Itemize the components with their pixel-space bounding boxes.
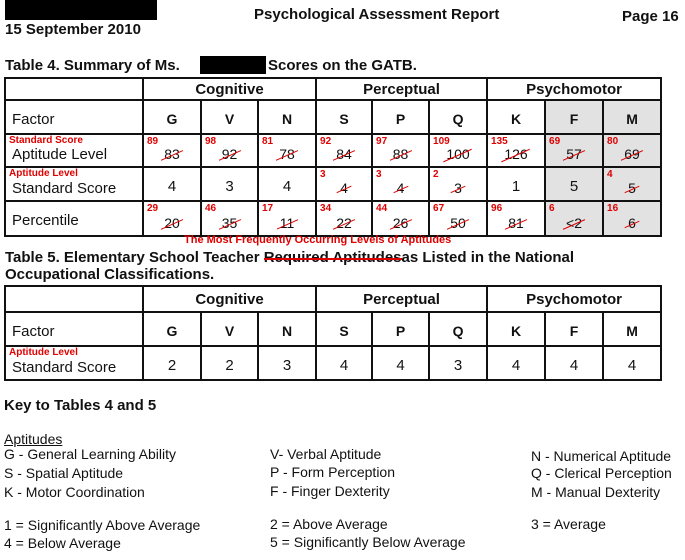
score-cell [545, 201, 603, 236]
table5-title [5, 249, 574, 266]
scale-item-3: 3 = Average [531, 516, 606, 532]
report-title: Psychological Assessment Report [254, 6, 500, 23]
struck-value: 100 [446, 146, 470, 162]
score-cell [545, 134, 603, 167]
key-item-n: N - Numerical Aptitude [531, 448, 672, 464]
score-cell [487, 167, 545, 201]
table4-title-left: Table 4. Summary of Ms. [5, 57, 180, 74]
table5-row-standard-score [5, 346, 661, 380]
table5-title-line2: Occupational Classifications. [5, 266, 215, 283]
redaction-block [5, 0, 157, 20]
table5-title-part2: as Listed in the National [401, 249, 575, 266]
struck-value: <2 [566, 215, 583, 231]
table4-group-perceptual: Perceptual [316, 78, 487, 100]
red-row-annotation: Aptitude Level [9, 347, 78, 358]
table4-title-right: Scores on the GATB. [268, 57, 417, 74]
score-cell [316, 201, 372, 236]
score-value: 3 [282, 357, 292, 374]
correction-value: 16 [607, 203, 619, 214]
struck-value: 6 [628, 215, 636, 231]
struck-value: 88 [392, 146, 409, 162]
score-cell [201, 134, 258, 167]
correction-value: 97 [376, 136, 388, 147]
key-item-s: S - Spatial Aptitude [4, 465, 124, 481]
struck-value: 69 [624, 146, 640, 162]
correction-value: 81 [262, 136, 274, 147]
score-cell [372, 346, 429, 380]
row-label: Percentile [12, 212, 79, 229]
score-cell [316, 346, 372, 380]
score-cell [143, 346, 201, 380]
struck-value: 50 [450, 215, 466, 231]
table4-col-g: G [143, 100, 201, 134]
score-cell [603, 134, 661, 167]
score-cell [372, 167, 429, 201]
table5-col-g: G [143, 312, 201, 346]
correction-value: 98 [205, 136, 217, 147]
struck-value: 4 [340, 180, 348, 196]
score-value: 3 [225, 178, 234, 195]
table4-col-k: K [487, 100, 545, 134]
score-value: 3 [453, 357, 463, 374]
correction-value: 135 [491, 136, 508, 147]
table5-title-part1: Table 5. Elementary School Teacher [5, 249, 264, 266]
row-label: Aptitude Level [12, 146, 108, 163]
score-value: 4 [167, 178, 177, 195]
struck-value: 57 [566, 146, 582, 162]
correction-value: 44 [376, 203, 388, 214]
struck-value: 81 [508, 215, 524, 231]
correction-value: 2 [433, 169, 439, 180]
key-item-g: G - General Learning Ability [4, 446, 176, 462]
struck-value: 11 [279, 215, 295, 231]
correction-value: 4 [607, 169, 613, 180]
score-cell [201, 346, 258, 380]
correction-value: 89 [147, 136, 159, 147]
score-cell [143, 201, 201, 236]
score-cell [201, 201, 258, 236]
table5-group-psychomotor: Psychomotor [487, 286, 661, 312]
struck-value: 4 [396, 180, 405, 196]
aptitudes-heading: Aptitudes [4, 431, 63, 447]
score-cell [545, 346, 603, 380]
score-cell [603, 167, 661, 201]
score-cell [603, 346, 661, 380]
table4-col-f: F [545, 100, 603, 134]
table4-factor-label: Factor [5, 100, 143, 134]
score-cell [487, 201, 545, 236]
score-cell [143, 134, 201, 167]
score-cell [372, 201, 429, 236]
row-label: Standard Score [12, 359, 117, 376]
correction-value: 46 [205, 203, 217, 214]
table5-col-p: P [372, 312, 429, 346]
correction-value: 3 [376, 169, 382, 180]
correction-value: 109 [433, 136, 450, 147]
table4-col-v: V [201, 100, 258, 134]
correction-value: 29 [147, 203, 159, 214]
page-number: Page 16 [622, 8, 679, 25]
struck-value: 5 [628, 180, 636, 196]
correction-value: 6 [549, 203, 555, 214]
correction-value: 80 [607, 136, 619, 147]
score-value: 4 [339, 357, 349, 374]
score-value: 4 [569, 357, 579, 374]
row-label-cell [5, 201, 143, 236]
key-item-k: K - Motor Coordination [4, 484, 145, 500]
table4 [4, 77, 662, 237]
correction-value: 34 [320, 203, 332, 214]
table5 [4, 285, 662, 381]
row-label-cell [5, 167, 143, 201]
correction-value: 92 [320, 136, 332, 147]
table4-col-s: S [316, 100, 372, 134]
score-cell [603, 201, 661, 236]
score-cell [143, 167, 201, 201]
struck-value: 35 [221, 215, 238, 231]
table5-factor-label: Factor [5, 312, 143, 346]
table5-col-s: S [316, 312, 372, 346]
struck-value: 22 [336, 215, 352, 231]
struck-value: 83 [164, 146, 180, 162]
scale-item-4: 4 = Below Average [4, 535, 121, 551]
score-cell [487, 346, 545, 380]
table4-col-p: P [372, 100, 429, 134]
scale-item-5: 5 = Significantly Below Average [270, 534, 466, 550]
table4-col-q: Q [429, 100, 487, 134]
table5-col-q: Q [429, 312, 487, 346]
score-cell [258, 346, 316, 380]
correction-value: 17 [262, 203, 274, 214]
score-cell [429, 346, 487, 380]
score-cell [429, 167, 487, 201]
score-value: 2 [225, 357, 234, 374]
score-cell [258, 201, 316, 236]
score-cell [316, 134, 372, 167]
table5-col-f: F [545, 312, 603, 346]
table4-col-m: M [603, 100, 661, 134]
table5-col-n: N [258, 312, 316, 346]
table4-col-n: N [258, 100, 316, 134]
struck-value: 26 [392, 215, 409, 231]
key-title: Key to Tables 4 and 5 [4, 397, 157, 414]
score-value: 1 [511, 178, 521, 195]
struck-value: 84 [336, 146, 352, 162]
scale-item-2: 2 = Above Average [270, 516, 388, 532]
table5-title-struck: Required Aptitudes [263, 249, 402, 266]
score-value: 4 [282, 178, 292, 195]
score-cell [429, 201, 487, 236]
score-cell [372, 134, 429, 167]
key-item-f: F - Finger Dexterity [270, 483, 390, 499]
table5-corner [5, 286, 143, 312]
table4-row-percentile [5, 201, 661, 236]
score-value: 4 [627, 357, 637, 374]
table4-corner [5, 78, 143, 100]
correction-value: 69 [549, 136, 561, 147]
score-value: 4 [511, 357, 521, 374]
struck-value: 92 [221, 146, 238, 162]
red-row-annotation: Standard Score [9, 135, 83, 146]
struck-value: 3 [454, 180, 462, 196]
table5-group-cognitive: Cognitive [143, 286, 316, 312]
table5-col-m: M [603, 312, 661, 346]
score-value: 5 [569, 178, 579, 195]
correction-value: 96 [491, 203, 503, 214]
score-cell [429, 134, 487, 167]
struck-value: 20 [164, 215, 180, 231]
score-value: 4 [396, 357, 405, 374]
table4-row-aptitude-level [5, 134, 661, 167]
key-item-m: M - Manual Dexterity [531, 484, 661, 500]
name-redaction [200, 56, 266, 74]
score-cell [258, 167, 316, 201]
row-label-cell [5, 134, 143, 167]
key-item-q: Q - Clerical Perception [531, 465, 672, 481]
table5-col-v: V [201, 312, 258, 346]
row-label: Standard Score [12, 180, 117, 197]
row-label-cell [5, 346, 143, 380]
score-cell [201, 167, 258, 201]
table4-row-standard-score [5, 167, 661, 201]
score-cell [487, 134, 545, 167]
correction-value: 67 [433, 203, 445, 214]
score-cell [316, 167, 372, 201]
report-date: 15 September 2010 [5, 21, 141, 38]
score-cell [545, 167, 603, 201]
table4-group-cognitive: Cognitive [143, 78, 316, 100]
key-item-p: P - Form Perception [270, 464, 396, 480]
struck-value: 126 [504, 146, 528, 162]
struck-value: 78 [279, 146, 295, 162]
table4-group-psychomotor: Psychomotor [487, 78, 661, 100]
score-cell [258, 134, 316, 167]
key-item-v: V- Verbal Aptitude [270, 446, 382, 462]
red-row-annotation: Aptitude Level [9, 168, 78, 179]
table4-caption: The Most Frequently Occurring Levels of Aptitudes [184, 234, 452, 246]
score-value: 2 [167, 357, 177, 374]
table5-col-k: K [487, 312, 545, 346]
table5-group-perceptual: Perceptual [316, 286, 487, 312]
scale-item-1: 1 = Significantly Above Average [4, 517, 201, 533]
correction-value: 3 [320, 169, 326, 180]
